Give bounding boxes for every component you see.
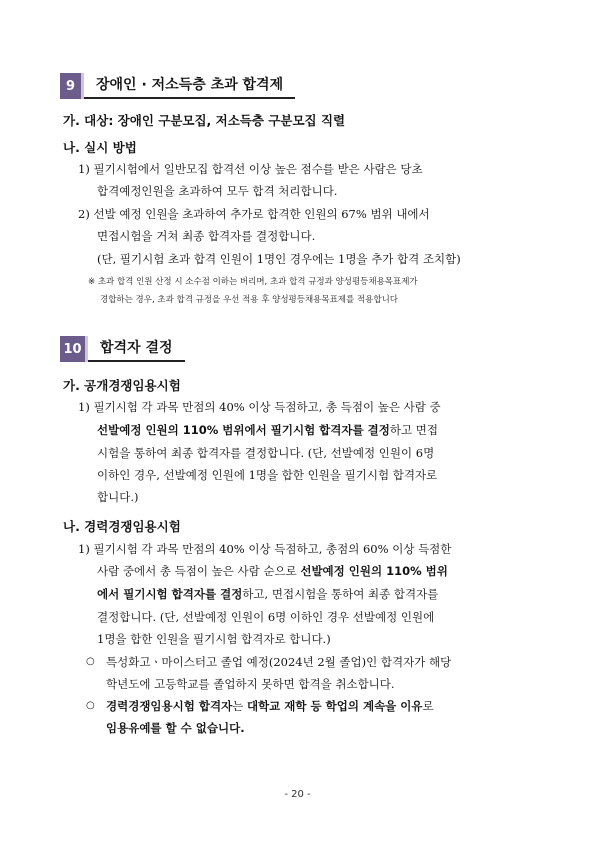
career-line3 [97,586,438,602]
note-line1: ※ 초과 합격 인원 산정 시 소수점 이하는 버리며, 초과 합격 규정과 양성평등채용목표제가 [88,277,418,287]
open-line2 [97,422,438,438]
career-exam-heading: 나. 경력경쟁임용시험 [63,519,181,534]
bullet-circle-icon: ○ [86,656,95,667]
open-line2-rest: 하고 면접 [389,423,438,437]
item1-line2: 합격예정인원을 초과하여 모두 합격 처리합니다. [97,184,338,198]
item1-line1: 1) 필기시험에서 일반모집 합격선 이상 높은 점수를 받은 사람은 당초 [78,162,423,176]
career-line1: 1) 필기시험 각 과목 만점의 40% 이상 득점하고, 총점의 60% 이상 득점한 [78,542,452,556]
note-line2: 경합하는 경우, 초과 합격 규정을 우선 적용 후 양성평등채용목표제를 적용합니다 [100,295,398,305]
bullet-circle-icon: ○ [86,700,95,711]
bullet2-line2-bold: 임용유예를 할 수 없습니다. [106,721,245,735]
bullet1-line2: 학년도에 고등학교를 졸업하지 못하면 합격을 취소합니다. [106,677,395,691]
section-title: 합격자 결정 [88,336,185,362]
item2-line3: (단, 필기시험 초과 합격 인원이 1명인 경우에는 1명을 추가 합격 조치함) [97,252,461,266]
open-line5: 합니다.) [97,490,139,504]
section-title: 장애인 · 저소득층 초과 합격제 [84,73,295,99]
bullet2-bold-a: 경력경쟁임용시험 합격자 [106,699,233,713]
section-number: 10 [60,336,88,362]
career-line2-plain: 사람 중에서 총 득점이 높은 사람 순으로 [97,564,301,578]
open-exam-heading: 가. 공개경쟁임용시험 [63,378,181,393]
open-line4: 이하인 경우, 선발예정 인원에 1명을 합한 인원을 필기시험 합격자로 [97,468,438,482]
bullet1-line1: 특성화고ㆍ마이스터고 졸업 예정(2024년 2월 졸업)인 합격자가 해당 [106,655,452,669]
career-line2-bold: 선발예정 인원의 110% 범위 [300,564,448,578]
bullet2-plain: 는 [232,699,247,713]
bullet2-bold-b: 대학교 재학 등 학업의 계속을 이유 [246,699,423,713]
open-line2-bold: 선발예정 인원의 110% 범위에서 필기시험 합격자를 결정 [97,423,390,437]
open-line1: 1) 필기시험 각 과목 만점의 40% 이상 득점하고, 총 득점이 높은 사람 중 [78,400,441,414]
item2-line1: 2) 선발 예정 인원을 초과하여 추가로 합격한 인원의 67% 범위 내에서 [78,207,430,221]
career-line5: 1명을 합한 인원을 필기시험 합격자로 합니다.) [97,632,331,646]
method-heading: 나. 실시 방법 [63,140,137,155]
career-line3-rest: 하고, 면접시험을 통하여 최종 합격자를 [242,587,439,601]
item2-line2: 면접시험을 거쳐 최종 합격자를 결정합니다. [97,229,316,243]
section-10-header [60,336,185,362]
career-line2 [97,563,448,579]
section-9-header [60,73,295,99]
open-line3: 시험을 통하여 최종 합격자를 결정합니다. (단, 선발예정 인원이 6명 [97,446,435,460]
career-line4: 결정합니다. (단, 선발예정 인원이 6명 이하인 경우 선발예정 인원에 [97,610,435,624]
bullet2-end: 로 [422,699,434,713]
target-heading: 가. 대상: 장애인 구분모집, 저소득층 구분모집 직렬 [63,113,346,128]
bullet2-line2 [106,720,245,736]
career-line3-bold: 에서 필기시험 합격자를 결정 [97,587,243,601]
page-number: - 20 - [284,789,311,800]
section-number: 9 [60,73,84,99]
bullet2-line1 [106,698,434,714]
